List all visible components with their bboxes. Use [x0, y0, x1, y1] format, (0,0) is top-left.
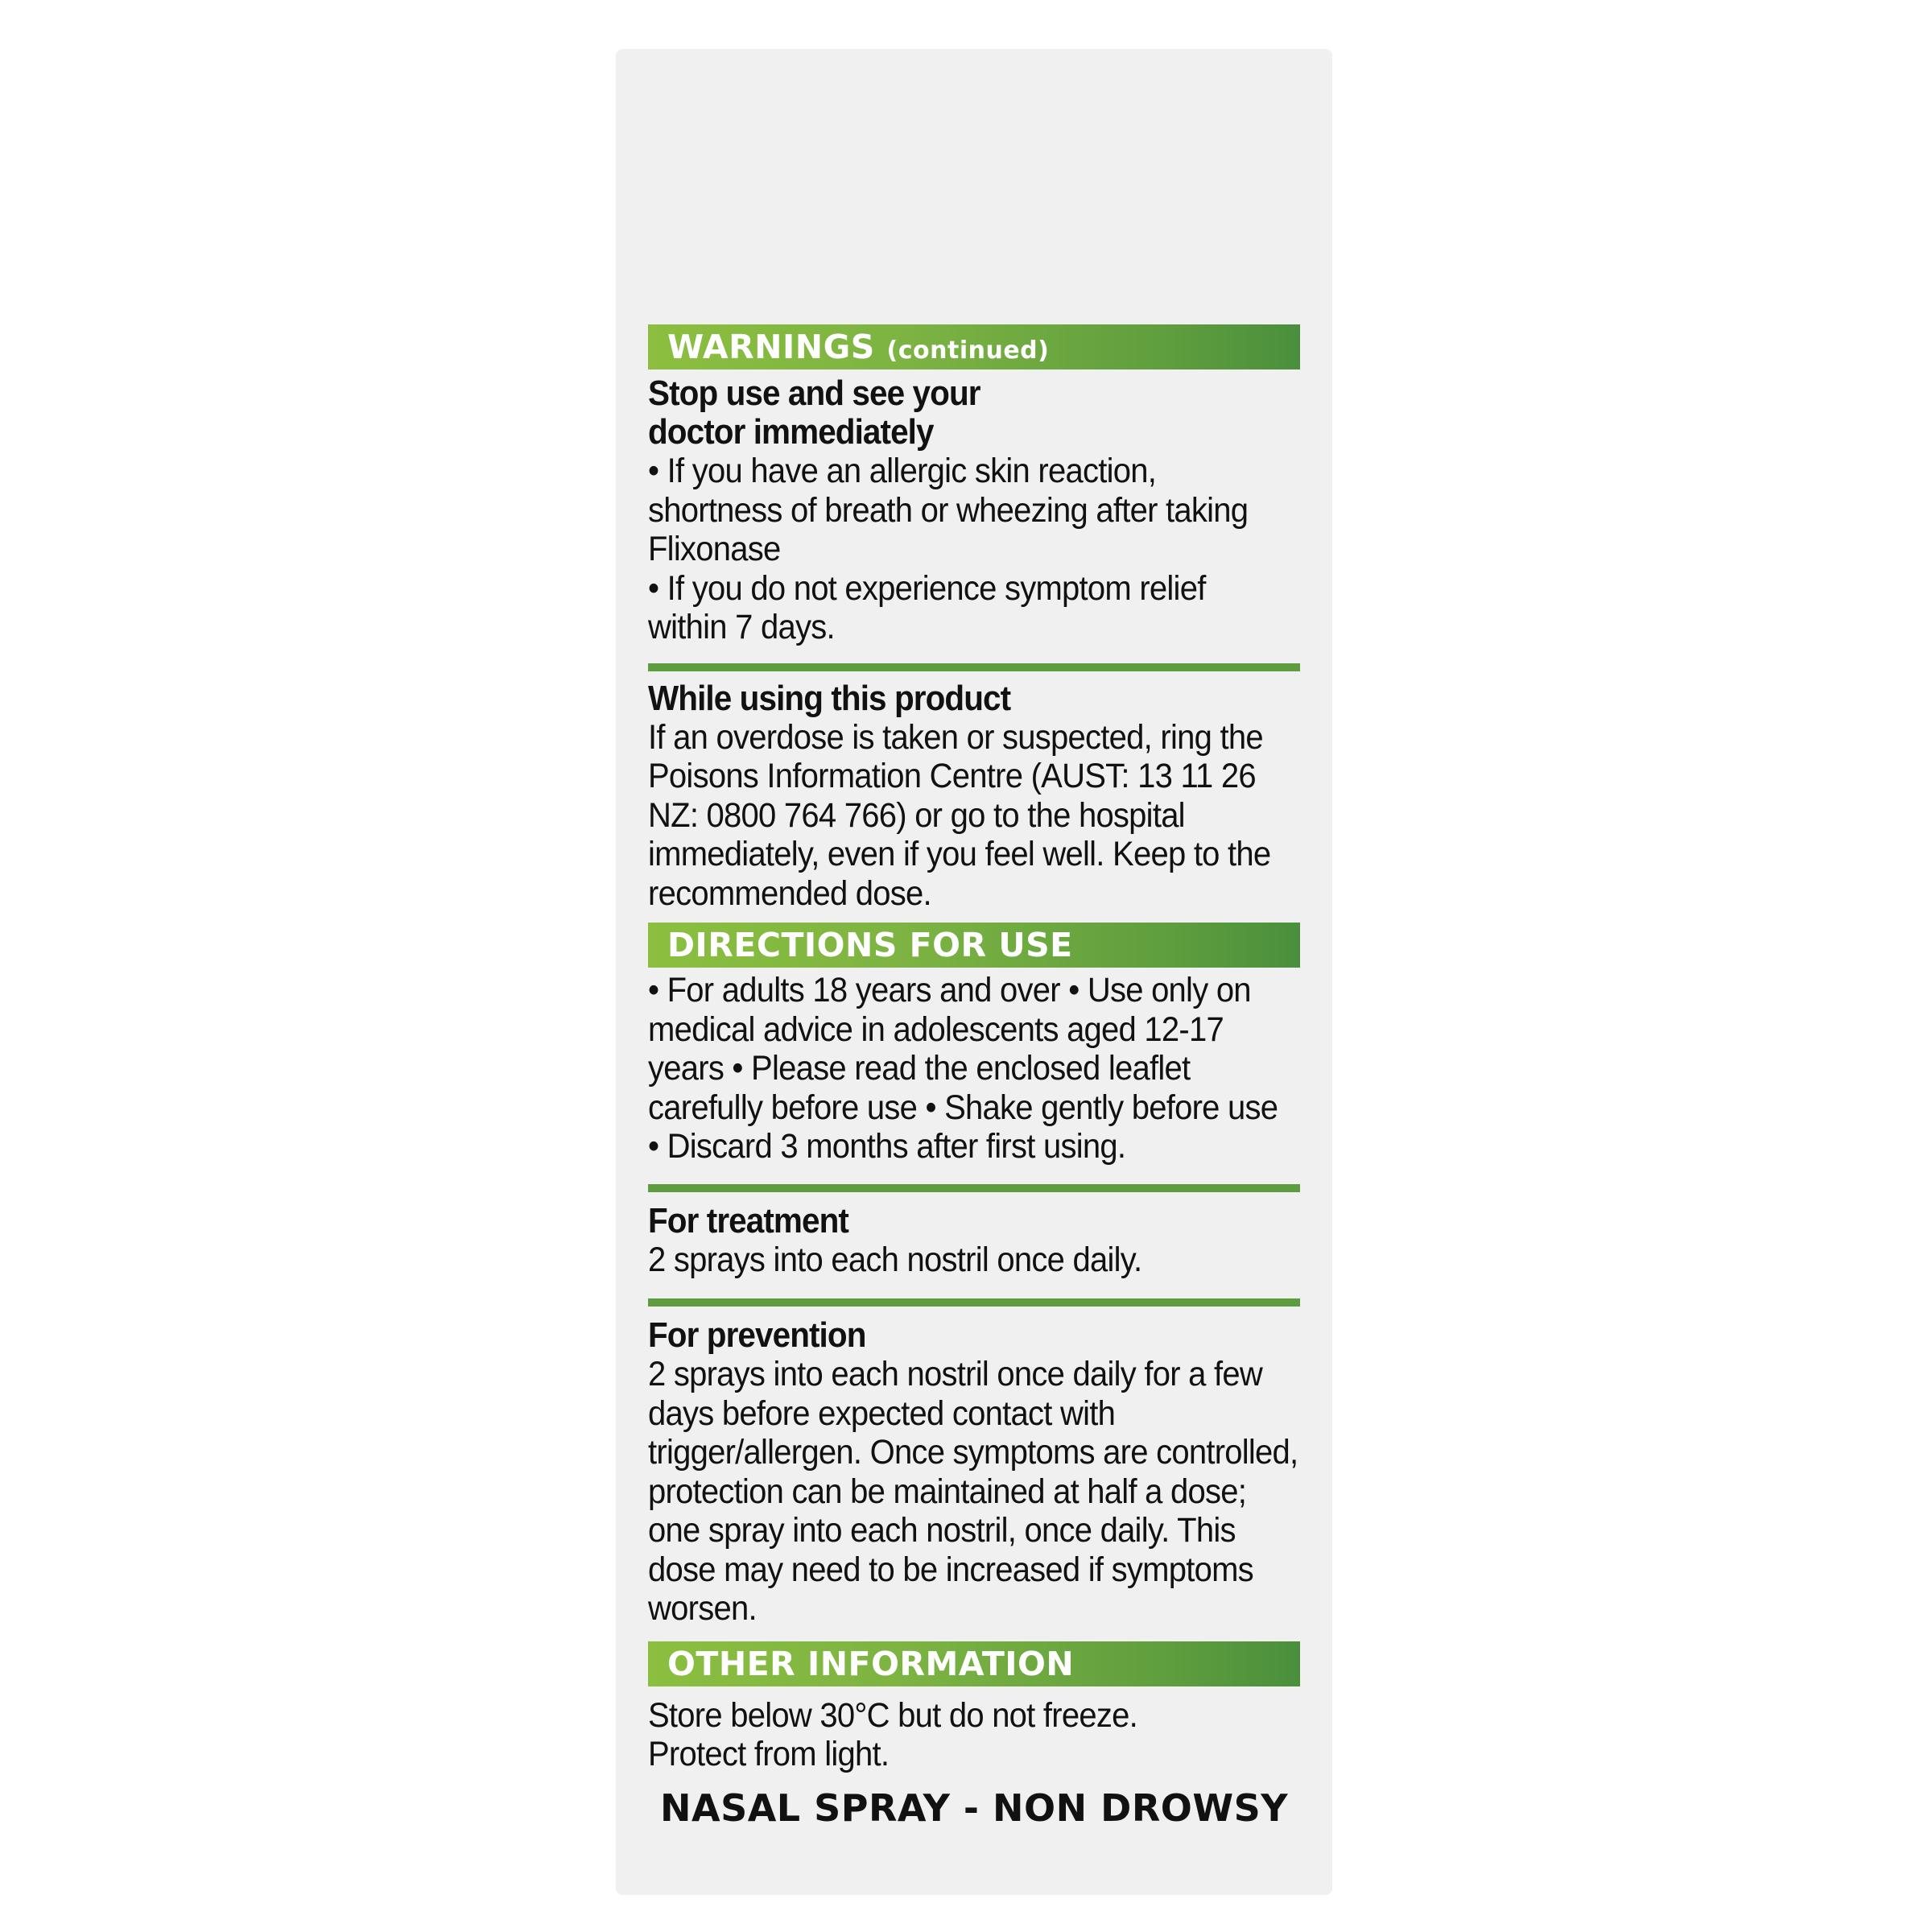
while-using-text: If an overdose is taken or suspected, ring the Poisons Information Centre (AUST: 13 11 26 NZ: 0800 764 766) or go to the hospital immediately, even if you feel well. Keep to the recommended dose.: [648, 717, 1271, 913]
while-using-heading: While using this product: [648, 678, 1011, 718]
warnings-subtitle: (continued): [886, 336, 1050, 365]
directions-header: DIRECTIONS FOR USE: [648, 923, 1300, 968]
section-divider: [648, 1298, 1300, 1307]
warnings-continued-header: [648, 324, 1300, 369]
label-content: [648, 324, 1300, 1831]
prevention-text: 2 sprays into each nostril once daily for a few days before expected contact with trigger/allergen. Once symptoms are controlled, protection can be maintained at half a dose; one spray into each nostril, once daily. This dose may need to be increased if symptoms worsen.: [648, 1355, 1298, 1628]
stop-use-list: [648, 452, 1292, 647]
label-panel: [616, 49, 1332, 1895]
stop-use-heading: Stop use and see your doctor immediately: [648, 374, 980, 452]
treatment-text: 2 sprays into each nostril once daily.: [648, 1240, 1142, 1279]
stop-use-item: • If you have an allergic skin reaction, shortness of breath or wheezing after taking Flixonase: [648, 452, 1249, 568]
treatment-heading: For treatment: [648, 1200, 848, 1241]
section-divider: [648, 663, 1300, 671]
directions-text: • For adults 18 years and over • Use only on medical advice in adolescents aged 12-17 years • Please read the enclosed leaflet carefully before use • Shake gently before use • Discard 3 months after first using.: [648, 971, 1278, 1166]
other-information-header: OTHER INFORMATION: [648, 1641, 1300, 1686]
product-descriptor: NASAL SPRAY - NON DROWSY: [659, 1785, 1289, 1830]
stop-use-item: • If you do not experience symptom relief within 7 days.: [648, 568, 1206, 646]
other-information-text: Store below 30°C but do not freeze. Protect from light.: [648, 1695, 1137, 1773]
warnings-title: WARNINGS: [667, 328, 875, 366]
prevention-heading: For prevention: [648, 1315, 866, 1355]
section-divider: [648, 1184, 1300, 1192]
